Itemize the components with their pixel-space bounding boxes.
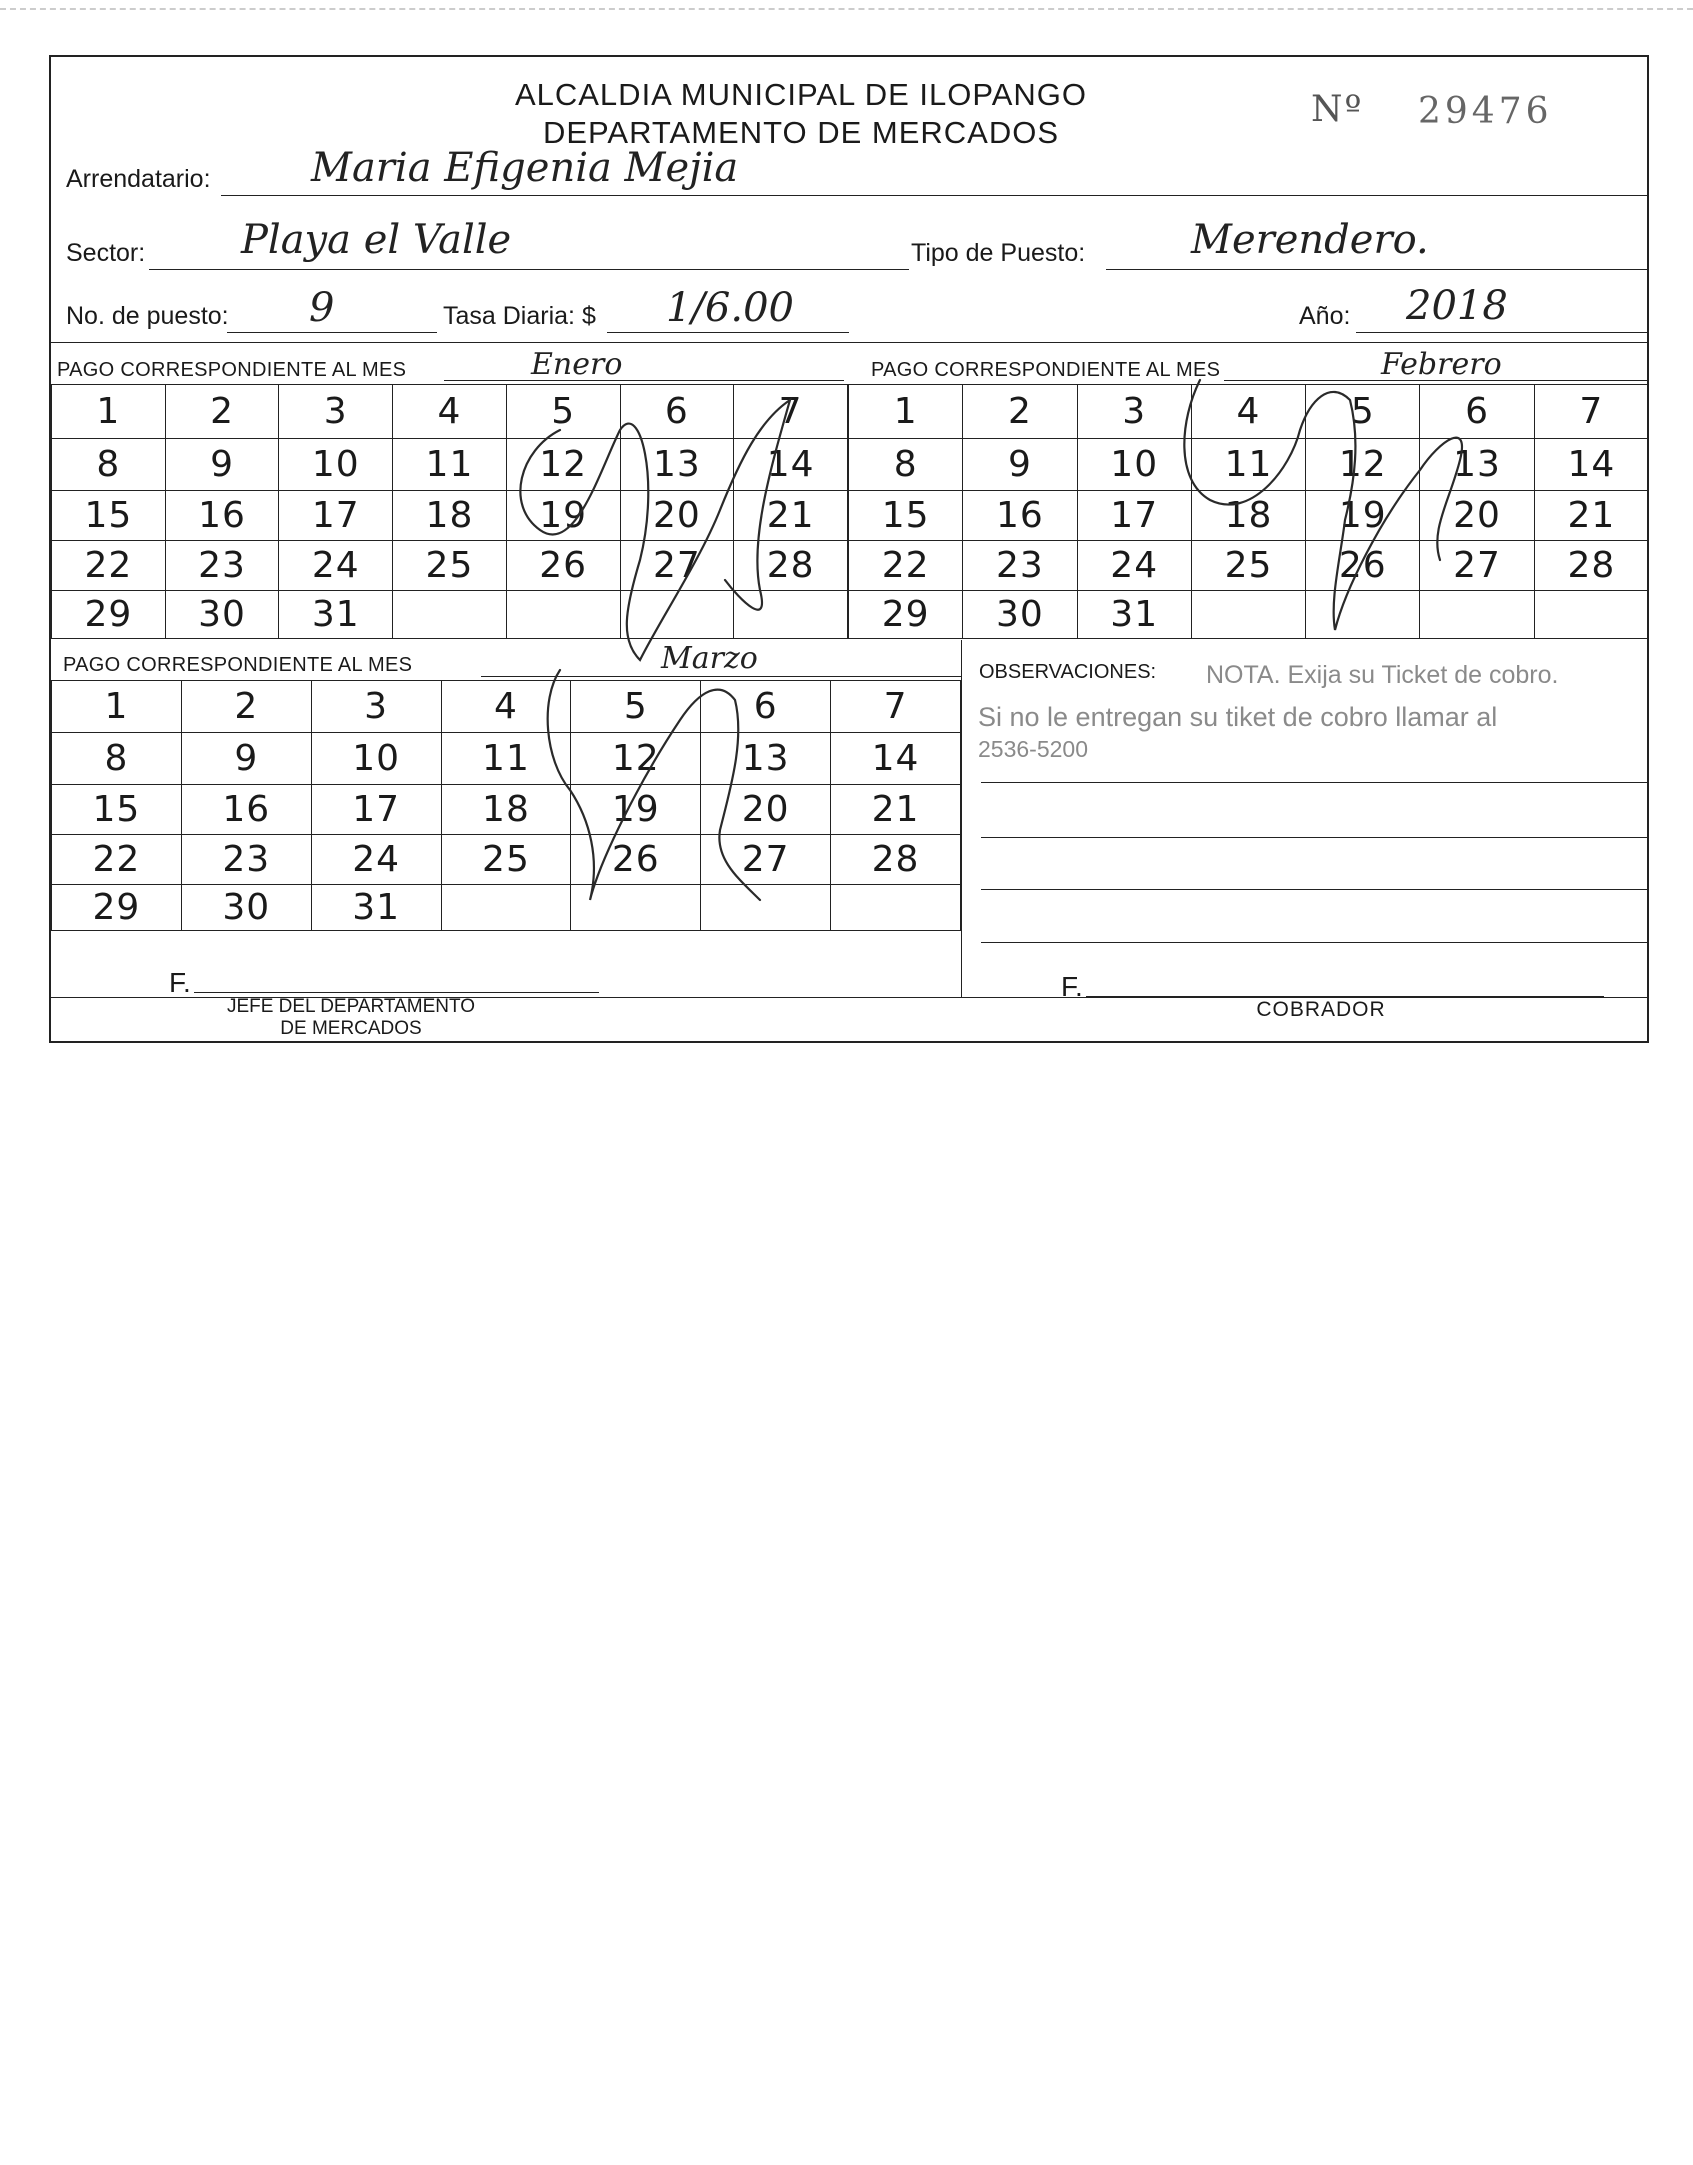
calendar-row bbox=[52, 439, 848, 491]
day-cell: 29 bbox=[52, 885, 182, 931]
day-cell: 23 bbox=[165, 541, 279, 591]
day-cell: 15 bbox=[849, 491, 963, 541]
calendar-row bbox=[849, 541, 1649, 591]
month2-label: PAGO CORRESPONDIENTE AL MES bbox=[871, 359, 1221, 381]
observaciones-divider bbox=[961, 640, 962, 997]
day-cell: 28 bbox=[1534, 541, 1648, 591]
day-cell bbox=[620, 591, 734, 639]
day-cell: 10 bbox=[279, 439, 393, 491]
number-label: Nº bbox=[1311, 89, 1364, 130]
month2-calendar bbox=[848, 384, 1649, 639]
calendar-row bbox=[52, 785, 961, 835]
day-cell: 25 bbox=[1191, 541, 1305, 591]
day-cell: 15 bbox=[52, 491, 166, 541]
day-cell: 8 bbox=[849, 439, 963, 491]
anio-label: Año: bbox=[1299, 302, 1351, 330]
day-cell: 6 bbox=[1420, 385, 1534, 439]
day-cell: 9 bbox=[963, 439, 1077, 491]
day-cell: 21 bbox=[734, 491, 848, 541]
day-cell: 28 bbox=[734, 541, 848, 591]
day-cell: 29 bbox=[52, 591, 166, 639]
day-cell: 24 bbox=[311, 835, 441, 885]
nota-phone: 2536-5200 bbox=[978, 736, 1088, 762]
day-cell: 6 bbox=[620, 385, 734, 439]
header-municipality: ALCALDIA MUNICIPAL DE ILOPANGO bbox=[514, 77, 1088, 112]
calendar-row bbox=[52, 591, 848, 639]
day-cell: 20 bbox=[1420, 491, 1534, 541]
day-cell: 28 bbox=[831, 835, 961, 885]
day-cell: 2 bbox=[963, 385, 1077, 439]
day-cell: 16 bbox=[165, 491, 279, 541]
day-cell: 14 bbox=[1534, 439, 1648, 491]
day-cell: 22 bbox=[52, 835, 182, 885]
day-cell bbox=[571, 885, 701, 931]
day-cell: 20 bbox=[701, 785, 831, 835]
calendar-row bbox=[52, 733, 961, 785]
sector-label: Sector: bbox=[66, 239, 146, 267]
no-puesto-label: No. de puesto: bbox=[66, 302, 229, 330]
day-cell bbox=[734, 591, 848, 639]
jefe-signature-prefix: F. bbox=[169, 967, 191, 998]
day-cell bbox=[441, 885, 571, 931]
day-cell: 5 bbox=[571, 681, 701, 733]
jefe-title bbox=[201, 996, 501, 1040]
day-cell: 7 bbox=[1534, 385, 1648, 439]
day-cell: 13 bbox=[1420, 439, 1534, 491]
day-cell: 11 bbox=[441, 733, 571, 785]
day-cell: 3 bbox=[311, 681, 441, 733]
day-cell: 7 bbox=[831, 681, 961, 733]
day-cell: 23 bbox=[963, 541, 1077, 591]
day-cell: 18 bbox=[393, 491, 507, 541]
day-cell: 29 bbox=[849, 591, 963, 639]
sector-value: Playa el Valle bbox=[241, 217, 512, 263]
day-cell: 18 bbox=[441, 785, 571, 835]
day-cell: 19 bbox=[571, 785, 701, 835]
day-cell: 30 bbox=[963, 591, 1077, 639]
no-puesto-value: 9 bbox=[309, 285, 335, 331]
day-cell: 25 bbox=[441, 835, 571, 885]
cobrador-signature-prefix: F. bbox=[1061, 971, 1083, 1002]
day-cell: 7 bbox=[734, 385, 848, 439]
arrendatario-underline bbox=[221, 195, 1649, 196]
payment-card bbox=[49, 55, 1649, 1043]
obs-line bbox=[981, 942, 1649, 943]
day-cell bbox=[1420, 591, 1534, 639]
day-cell: 26 bbox=[506, 541, 620, 591]
tipo-puesto-underline bbox=[1106, 269, 1649, 270]
cobrador-title: COBRADOR bbox=[1256, 998, 1386, 1021]
day-cell: 12 bbox=[506, 439, 620, 491]
anio-value: 2018 bbox=[1406, 283, 1508, 329]
day-cell: 8 bbox=[52, 439, 166, 491]
day-cell bbox=[701, 885, 831, 931]
card-number: 29476 bbox=[1418, 91, 1553, 132]
day-cell: 17 bbox=[311, 785, 441, 835]
day-cell: 31 bbox=[311, 885, 441, 931]
calendar-row bbox=[52, 385, 848, 439]
day-cell: 4 bbox=[441, 681, 571, 733]
observaciones-label: OBSERVACIONES: bbox=[979, 661, 1157, 683]
jefe-title-line2: DE MERCADOS bbox=[280, 1018, 422, 1039]
day-cell: 9 bbox=[165, 439, 279, 491]
day-cell: 10 bbox=[311, 733, 441, 785]
day-cell: 1 bbox=[849, 385, 963, 439]
day-cell: 13 bbox=[701, 733, 831, 785]
jefe-title-line1: JEFE DEL DEPARTAMENTO bbox=[226, 996, 476, 1017]
arrendatario-value: Maria Efigenia Mejia bbox=[311, 145, 739, 191]
calendar-row bbox=[52, 885, 961, 931]
day-cell: 17 bbox=[279, 491, 393, 541]
scan-edge bbox=[0, 8, 1693, 12]
day-cell: 24 bbox=[1077, 541, 1191, 591]
tasa-label: Tasa Diaria: $ bbox=[443, 302, 596, 330]
month1-calendar bbox=[51, 384, 848, 639]
day-cell: 17 bbox=[1077, 491, 1191, 541]
tipo-puesto-label: Tipo de Puesto: bbox=[911, 239, 1086, 267]
calendar-row bbox=[52, 541, 848, 591]
month3-calendar bbox=[51, 680, 961, 931]
obs-line bbox=[981, 782, 1649, 783]
day-cell: 6 bbox=[701, 681, 831, 733]
tasa-value: 1/6.00 bbox=[666, 285, 794, 331]
day-cell: 21 bbox=[1534, 491, 1648, 541]
obs-line bbox=[981, 837, 1649, 838]
sector-underline bbox=[149, 269, 909, 270]
day-cell: 16 bbox=[181, 785, 311, 835]
day-cell: 1 bbox=[52, 385, 166, 439]
day-cell: 22 bbox=[849, 541, 963, 591]
no-puesto-underline bbox=[227, 332, 437, 333]
day-cell: 14 bbox=[831, 733, 961, 785]
month3-label: PAGO CORRESPONDIENTE AL MES bbox=[63, 654, 413, 676]
day-cell: 5 bbox=[506, 385, 620, 439]
day-cell: 18 bbox=[1191, 491, 1305, 541]
day-cell bbox=[831, 885, 961, 931]
day-cell: 1 bbox=[52, 681, 182, 733]
day-cell: 27 bbox=[701, 835, 831, 885]
day-cell: 27 bbox=[1420, 541, 1534, 591]
day-cell: 20 bbox=[620, 491, 734, 541]
calendar-row bbox=[52, 681, 961, 733]
day-cell: 31 bbox=[1077, 591, 1191, 639]
month3-value: Marzo bbox=[661, 641, 758, 676]
day-cell: 30 bbox=[165, 591, 279, 639]
day-cell: 13 bbox=[620, 439, 734, 491]
day-cell: 21 bbox=[831, 785, 961, 835]
day-cell: 22 bbox=[52, 541, 166, 591]
day-cell: 26 bbox=[571, 835, 701, 885]
month1-label: PAGO CORRESPONDIENTE AL MES bbox=[57, 359, 407, 381]
cobrador-signature-line bbox=[1086, 996, 1604, 997]
day-cell bbox=[506, 591, 620, 639]
calendar-row bbox=[849, 491, 1649, 541]
section-divider-top bbox=[51, 342, 1649, 343]
day-cell: 15 bbox=[52, 785, 182, 835]
day-cell: 11 bbox=[393, 439, 507, 491]
tasa-underline bbox=[607, 332, 849, 333]
calendar-row bbox=[52, 491, 848, 541]
arrendatario-label: Arrendatario: bbox=[66, 165, 211, 193]
day-cell: 24 bbox=[279, 541, 393, 591]
day-cell: 3 bbox=[1077, 385, 1191, 439]
day-cell bbox=[1306, 591, 1420, 639]
day-cell: 31 bbox=[279, 591, 393, 639]
day-cell: 5 bbox=[1306, 385, 1420, 439]
jefe-signature-line bbox=[194, 992, 599, 993]
nota-line1: Si no le entregan su tiket de cobro llamar al bbox=[978, 702, 1498, 732]
nota-text: NOTA. Exija su Ticket de cobro. bbox=[1206, 661, 1559, 689]
calendar-row bbox=[849, 591, 1649, 639]
day-cell: 2 bbox=[165, 385, 279, 439]
calendar-row bbox=[52, 835, 961, 885]
day-cell: 9 bbox=[181, 733, 311, 785]
anio-underline bbox=[1356, 332, 1649, 333]
day-cell: 30 bbox=[181, 885, 311, 931]
day-cell: 27 bbox=[620, 541, 734, 591]
day-cell bbox=[1534, 591, 1648, 639]
header-department: DEPARTAMENTO DE MERCADOS bbox=[542, 115, 1060, 150]
day-cell: 19 bbox=[1306, 491, 1420, 541]
obs-line bbox=[981, 889, 1649, 890]
day-cell bbox=[1191, 591, 1305, 639]
day-cell bbox=[393, 591, 507, 639]
day-cell: 4 bbox=[393, 385, 507, 439]
day-cell: 11 bbox=[1191, 439, 1305, 491]
day-cell: 23 bbox=[181, 835, 311, 885]
calendar-row bbox=[849, 385, 1649, 439]
day-cell: 26 bbox=[1306, 541, 1420, 591]
day-cell: 14 bbox=[734, 439, 848, 491]
month2-value: Febrero bbox=[1381, 347, 1502, 382]
day-cell: 8 bbox=[52, 733, 182, 785]
calendar-row bbox=[849, 439, 1649, 491]
day-cell: 19 bbox=[506, 491, 620, 541]
day-cell: 16 bbox=[963, 491, 1077, 541]
month1-underline bbox=[444, 380, 844, 381]
month1-value: Enero bbox=[531, 347, 623, 382]
month3-underline bbox=[481, 676, 961, 677]
day-cell: 12 bbox=[571, 733, 701, 785]
day-cell: 12 bbox=[1306, 439, 1420, 491]
tipo-puesto-value: Merendero. bbox=[1191, 217, 1429, 263]
day-cell: 3 bbox=[279, 385, 393, 439]
day-cell: 4 bbox=[1191, 385, 1305, 439]
day-cell: 10 bbox=[1077, 439, 1191, 491]
day-cell: 2 bbox=[181, 681, 311, 733]
day-cell: 25 bbox=[393, 541, 507, 591]
